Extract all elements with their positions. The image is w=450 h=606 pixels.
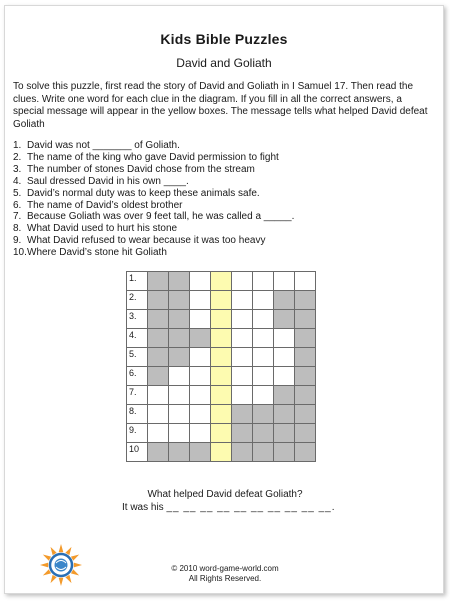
- shaded-cell: [274, 386, 295, 405]
- shaded-cell: [295, 386, 316, 405]
- clue-item: [13, 211, 294, 223]
- instructions-text: To solve this puzzle, first read the story of David and Goliath in I Samuel 17. Then read the clues. Write one word for each clue in the diagram. If you fill in all the correct answers, a special message will appear in the yellow boxes. The message tells what helped David defeat Goliath: [13, 81, 428, 130]
- clue-item: [13, 188, 294, 200]
- shaded-cell: [295, 367, 316, 386]
- letter-cell[interactable]: [169, 405, 190, 424]
- clue-text: Where David’s stone hit Goliath: [27, 247, 167, 259]
- grid-row: [127, 329, 316, 348]
- shaded-cell: [253, 424, 274, 443]
- letter-cell[interactable]: [253, 386, 274, 405]
- letter-cell[interactable]: [169, 386, 190, 405]
- clue-text: The name of the king who gave David permission to fight: [27, 151, 279, 163]
- answer-cell[interactable]: [211, 310, 232, 329]
- letter-cell[interactable]: [169, 424, 190, 443]
- clue-text: David was not _______ of Goliath.: [27, 140, 180, 151]
- letter-cell[interactable]: [232, 348, 253, 367]
- answer-cell[interactable]: [211, 424, 232, 443]
- shaded-cell: [148, 367, 169, 386]
- letter-cell[interactable]: [148, 386, 169, 405]
- letter-cell[interactable]: [190, 272, 211, 291]
- shaded-cell: [190, 443, 211, 462]
- letter-cell[interactable]: [253, 348, 274, 367]
- clue-number: 3.: [13, 163, 22, 175]
- answer-line: [122, 502, 335, 513]
- shaded-cell: [148, 291, 169, 310]
- shaded-cell: [274, 310, 295, 329]
- letter-cell[interactable]: [274, 272, 295, 291]
- shaded-cell: [148, 272, 169, 291]
- shaded-cell: [295, 310, 316, 329]
- puzzle-page: [4, 5, 444, 594]
- shaded-cell: [295, 405, 316, 424]
- letter-cell[interactable]: [190, 424, 211, 443]
- shaded-cell: [274, 424, 295, 443]
- shaded-cell: [169, 310, 190, 329]
- shaded-cell: [232, 405, 253, 424]
- clue-number: 8.: [13, 223, 22, 235]
- grid-row-label: 6.: [127, 367, 148, 386]
- grid-row-label: 10: [127, 443, 148, 462]
- hidden-message-question: What helped David defeat Goliath?: [147, 489, 303, 500]
- grid-row: [127, 386, 316, 405]
- clue-text: David’s normal duty was to keep these animals safe.: [27, 187, 260, 199]
- clue-text: What David refused to wear because it was too heavy: [27, 235, 266, 247]
- clue-text: Saul dressed David in his own ____.: [27, 175, 189, 187]
- clue-text: The name of David’s oldest brother: [27, 199, 183, 211]
- letter-cell[interactable]: [190, 348, 211, 367]
- letter-cell[interactable]: [232, 329, 253, 348]
- grid-row: [127, 443, 316, 462]
- letter-cell[interactable]: [169, 367, 190, 386]
- clue-number: 4.: [13, 175, 22, 187]
- answer-prefix: It was his: [122, 502, 164, 513]
- clue-number: 6.: [13, 199, 22, 211]
- grid-row-label: 3.: [127, 310, 148, 329]
- letter-cell[interactable]: [232, 291, 253, 310]
- grid-row: [127, 291, 316, 310]
- clue-number: 2.: [13, 151, 22, 163]
- letter-cell[interactable]: [253, 310, 274, 329]
- shaded-cell: [169, 443, 190, 462]
- answer-blanks: __ __ __ __ __ __ __ __ __ __.: [166, 502, 336, 513]
- shaded-cell: [169, 329, 190, 348]
- shaded-cell: [295, 329, 316, 348]
- grid-row: [127, 367, 316, 386]
- grid-row: [127, 405, 316, 424]
- shaded-cell: [169, 291, 190, 310]
- letter-cell[interactable]: [148, 424, 169, 443]
- page-subtitle: David and Goliath: [176, 56, 272, 70]
- answer-cell[interactable]: [211, 367, 232, 386]
- shaded-cell: [190, 329, 211, 348]
- shaded-cell: [232, 443, 253, 462]
- clue-item: [13, 223, 294, 235]
- shaded-cell: [274, 405, 295, 424]
- answer-cell[interactable]: [211, 386, 232, 405]
- clue-item: [13, 200, 294, 212]
- answer-cell[interactable]: [211, 405, 232, 424]
- clue-item: [13, 140, 294, 152]
- clue-item: [13, 235, 294, 247]
- clue-text: What David used to hurt his stone: [27, 223, 178, 235]
- letter-cell[interactable]: [253, 272, 274, 291]
- letter-cell[interactable]: [190, 386, 211, 405]
- letter-cell[interactable]: [274, 348, 295, 367]
- grid-row-label: 5.: [127, 348, 148, 367]
- letter-cell[interactable]: [232, 310, 253, 329]
- letter-cell[interactable]: [190, 405, 211, 424]
- clue-list: [13, 140, 294, 259]
- clue-text: The number of stones David chose from the stream: [27, 163, 255, 175]
- grid-row: [127, 348, 316, 367]
- clue-number: 10.: [13, 247, 27, 259]
- grid-row: [127, 424, 316, 443]
- copyright-text: © 2010 word-game-world.com: [171, 564, 279, 573]
- shaded-cell: [295, 291, 316, 310]
- grid-row-label: 9.: [127, 424, 148, 443]
- clue-item: [13, 164, 294, 176]
- grid-row-label: 7.: [127, 386, 148, 405]
- letter-cell[interactable]: [190, 367, 211, 386]
- letter-cell[interactable]: [295, 272, 316, 291]
- letter-cell[interactable]: [274, 367, 295, 386]
- clue-item: [13, 176, 294, 188]
- shaded-cell: [295, 424, 316, 443]
- letter-cell[interactable]: [232, 367, 253, 386]
- grid-row: [127, 310, 316, 329]
- grid-row: [127, 272, 316, 291]
- clue-number: 7.: [13, 211, 22, 223]
- clue-text: Because Goliath was over 9 feet tall, he was called a _____.: [27, 211, 295, 223]
- clue-item: [13, 247, 294, 259]
- shaded-cell: [148, 348, 169, 367]
- grid-row-label: 8.: [127, 405, 148, 424]
- letter-cell[interactable]: [232, 386, 253, 405]
- answer-cell[interactable]: [211, 443, 232, 462]
- answer-cell[interactable]: [211, 348, 232, 367]
- clue-item: [13, 152, 294, 164]
- shaded-cell: [295, 348, 316, 367]
- clue-number: 9.: [13, 235, 22, 247]
- shaded-cell: [148, 310, 169, 329]
- shaded-cell: [148, 443, 169, 462]
- shaded-cell: [148, 329, 169, 348]
- shaded-cell: [169, 348, 190, 367]
- grid-row-label: 1.: [127, 272, 148, 291]
- letter-cell[interactable]: [190, 291, 211, 310]
- shaded-cell: [274, 291, 295, 310]
- page-title: Kids Bible Puzzles: [160, 31, 288, 47]
- copyright-footer: [5, 564, 445, 583]
- rights-text: All Rights Reserved.: [188, 573, 262, 583]
- letter-cell[interactable]: [253, 291, 274, 310]
- shaded-cell: [169, 272, 190, 291]
- letter-cell[interactable]: [190, 310, 211, 329]
- letter-cell[interactable]: [148, 405, 169, 424]
- answer-cell[interactable]: [211, 329, 232, 348]
- grid-row-label: 2.: [127, 291, 148, 310]
- grid-row-label: 4.: [127, 329, 148, 348]
- letter-cell[interactable]: [232, 272, 253, 291]
- letter-cell[interactable]: [274, 329, 295, 348]
- puzzle-grid: [126, 271, 316, 462]
- shaded-cell: [253, 443, 274, 462]
- answer-cell[interactable]: [211, 291, 232, 310]
- shaded-cell: [232, 424, 253, 443]
- clue-number: 1.: [13, 140, 22, 151]
- shaded-cell: [274, 443, 295, 462]
- letter-cell[interactable]: [253, 367, 274, 386]
- shaded-cell: [253, 405, 274, 424]
- letter-cell[interactable]: [253, 329, 274, 348]
- shaded-cell: [295, 443, 316, 462]
- clue-number: 5.: [13, 187, 22, 199]
- answer-cell[interactable]: [211, 272, 232, 291]
